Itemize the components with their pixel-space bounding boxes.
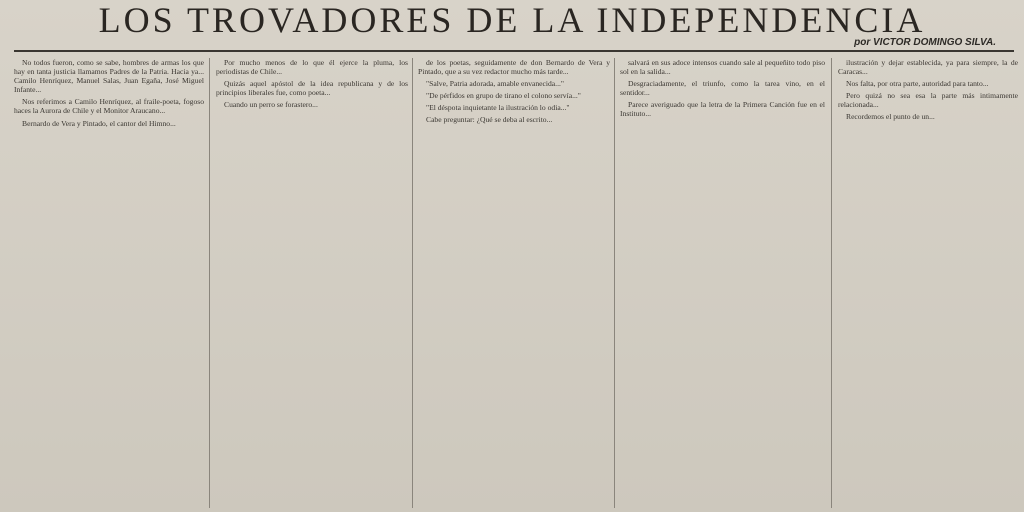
text-column-4 [620, 58, 825, 508]
paragraph: No todos fueron, como se sabe, hombres de armas los que hay en tanta justicia llamamos Padres de la Patria. Hacia ya... Camilo Henríquez, Manuel Salas, Juan Egaña, José Miguel Infante... [14, 58, 204, 95]
column-divider [614, 58, 615, 508]
paragraph: Cabe preguntar: ¿Qué se deba al escrito... [426, 115, 553, 125]
paragraph: Recordemos el punto de un... [846, 112, 935, 122]
column-divider [209, 58, 210, 508]
paragraph: Bernardo de Vera y Pintado, el cantor del Himno... [22, 118, 176, 128]
text-column-3 [418, 58, 610, 508]
paragraph: Cuando un perro se forastero... [224, 100, 318, 110]
article-headline: LOS TROVADORES DE LA INDEPENDENCIA [98, 0, 926, 40]
paragraph: Desgraciadamente, el triunfo, como la tarea vino, en el sentidor... [620, 79, 825, 98]
column-divider [831, 58, 832, 508]
paragraph: ilustración y dejar establecida, ya para siempre, la de Caracas... [838, 58, 1018, 77]
article-byline: por VICTOR DOMINGO SILVA. [854, 37, 996, 48]
poem-stanza: "De pérfidos en grupo de tirano el colono servía..." [426, 91, 581, 101]
paragraph: Nos falta, por otra parte, autoridad para tanto... [846, 79, 989, 89]
paragraph: Parece averiguado que la letra de la Primera Canción fue en el Instituto... [620, 100, 825, 119]
paragraph: Pero quizá no sea esa la parte más intimamente relacionada... [838, 91, 1018, 110]
text-column-5 [838, 58, 1018, 508]
text-column-1 [14, 58, 204, 508]
column-divider [412, 58, 413, 508]
paragraph: salvará en sus adoce intensos cuando sale al pequeñito todo piso sol en la salida... [620, 58, 825, 77]
paragraph: Por mucho menos de lo que él ejerce la pluma, los periodistas de Chile... [216, 58, 408, 77]
paragraph: de los poetas, seguidamente de don Bernardo de Vera y Pintado, que a su vez redactor mucho más tarde... [418, 58, 610, 77]
paragraph: Nos referimos a Camilo Henríquez, al fraile-poeta, fogoso haces la Aurora de Chile y el Monitor Araucano... [14, 97, 204, 116]
poem-stanza: "Salve, Patria adorada, amable envanecida..." [426, 79, 564, 89]
poem-stanza: "El déspota inquietante la ilustración lo odia..." [426, 103, 570, 113]
headline-rule [14, 50, 1014, 52]
paragraph: Quizás aquel apóstol de la idea republicana y de los principios liberales fue, como poeta... [216, 79, 408, 98]
text-column-2 [216, 58, 408, 508]
